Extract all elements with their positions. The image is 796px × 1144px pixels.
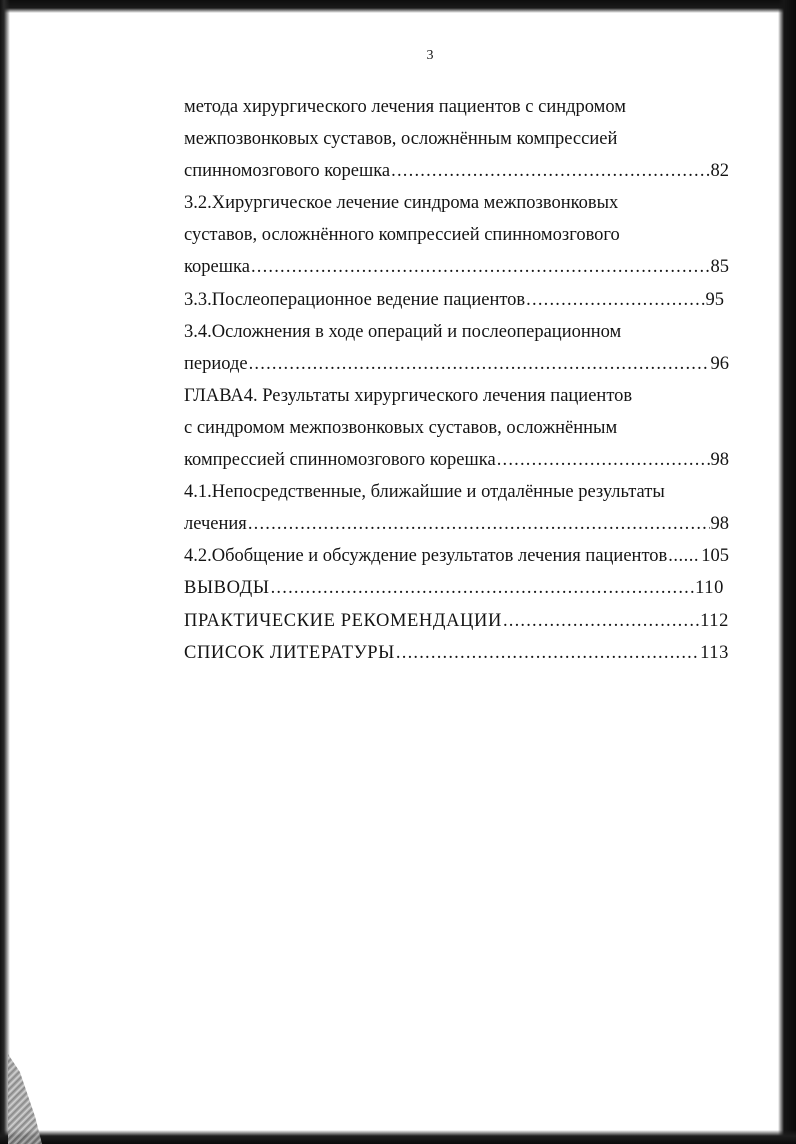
toc-dot-leader xyxy=(248,510,710,538)
toc-entry-label: периоде xyxy=(184,353,248,374)
toc-entry-label: спинномозгового корешка xyxy=(184,161,391,182)
toc-text-line: ГЛАВА4. Результаты хирургического лечения пациентов xyxy=(184,385,633,406)
scan-corner-artifact xyxy=(8,1054,42,1144)
scan-border-right xyxy=(778,0,796,1144)
toc-dot-leader xyxy=(497,446,710,474)
toc-entry-page: 98 xyxy=(710,450,729,471)
toc-entry xyxy=(184,350,729,382)
toc-dot-leader xyxy=(526,286,704,314)
toc-entry-page: 113 xyxy=(700,642,729,663)
toc-entry-page: 105 xyxy=(701,546,729,567)
scan-border-top xyxy=(0,0,796,13)
toc-text-line: 4.1.Непосредственные, ближайшие и отдалённые результаты xyxy=(184,482,665,503)
toc-dot-leader xyxy=(668,542,700,570)
toc-dot-leader xyxy=(391,157,709,185)
toc-entry-page: 82 xyxy=(710,161,729,182)
toc-entry-page: 110 xyxy=(695,578,724,599)
toc-text-line: суставов, осложнённого компрессией спинномозгового xyxy=(184,225,620,246)
toc-entry-page: 96 xyxy=(710,353,729,374)
toc-entry xyxy=(184,157,729,189)
scan-border-left xyxy=(0,0,10,1144)
toc-dot-leader xyxy=(271,574,695,602)
toc-entry-label: ВЫВОДЫ xyxy=(184,578,270,599)
toc-text-line: метода хирургического лечения пациентов с синдромом xyxy=(184,97,626,117)
toc-entry-page: 112 xyxy=(700,610,729,631)
toc-entry-page: 98 xyxy=(710,514,729,535)
toc-entry xyxy=(184,639,729,671)
toc-dot-leader xyxy=(503,607,699,635)
toc-entry xyxy=(184,510,729,542)
scan-border-bottom xyxy=(0,1130,796,1144)
toc-entry-page: 95 xyxy=(705,289,724,310)
toc-text-line: 3.4.Осложнения в ходе операций и послеоперационном xyxy=(184,321,622,342)
toc-entry xyxy=(184,286,724,318)
toc-entry xyxy=(184,446,729,478)
toc-entry-label: СПИСОК ЛИТЕРАТУРЫ xyxy=(184,642,395,663)
toc-entry-label: корешка xyxy=(184,257,250,278)
table-of-contents xyxy=(184,93,729,671)
toc-entry-label: 3.3.Послеоперационное ведение пациентов xyxy=(184,289,526,310)
toc-dot-leader xyxy=(396,639,699,667)
toc-entry xyxy=(184,574,724,606)
page-number: 3 xyxy=(426,48,434,63)
toc-dot-leader xyxy=(249,350,710,378)
toc-entry-label: ПРАКТИЧЕСКИЕ РЕКОМЕНДАЦИИ xyxy=(184,610,502,631)
toc-entry-label: лечения xyxy=(184,514,247,535)
toc-entry-label: компрессией спинномозгового корешка xyxy=(184,450,496,471)
toc-entry xyxy=(184,607,729,639)
toc-entry xyxy=(184,542,729,574)
toc-text-line: 3.2.Хирургическое лечение синдрома межпозвонковых xyxy=(184,193,619,214)
toc-dot-leader xyxy=(251,253,710,281)
toc-entry xyxy=(184,253,729,285)
toc-entry-page: 85 xyxy=(710,257,729,278)
toc-text-line: с синдромом межпозвонковых суставов, осложнённым xyxy=(184,417,618,438)
toc-entry-label: 4.2.Обобщение и обсуждение результатов лечения пациентов xyxy=(184,546,668,567)
toc-text-line: межпозвонковых суставов, осложнённым компрессией xyxy=(184,129,618,150)
